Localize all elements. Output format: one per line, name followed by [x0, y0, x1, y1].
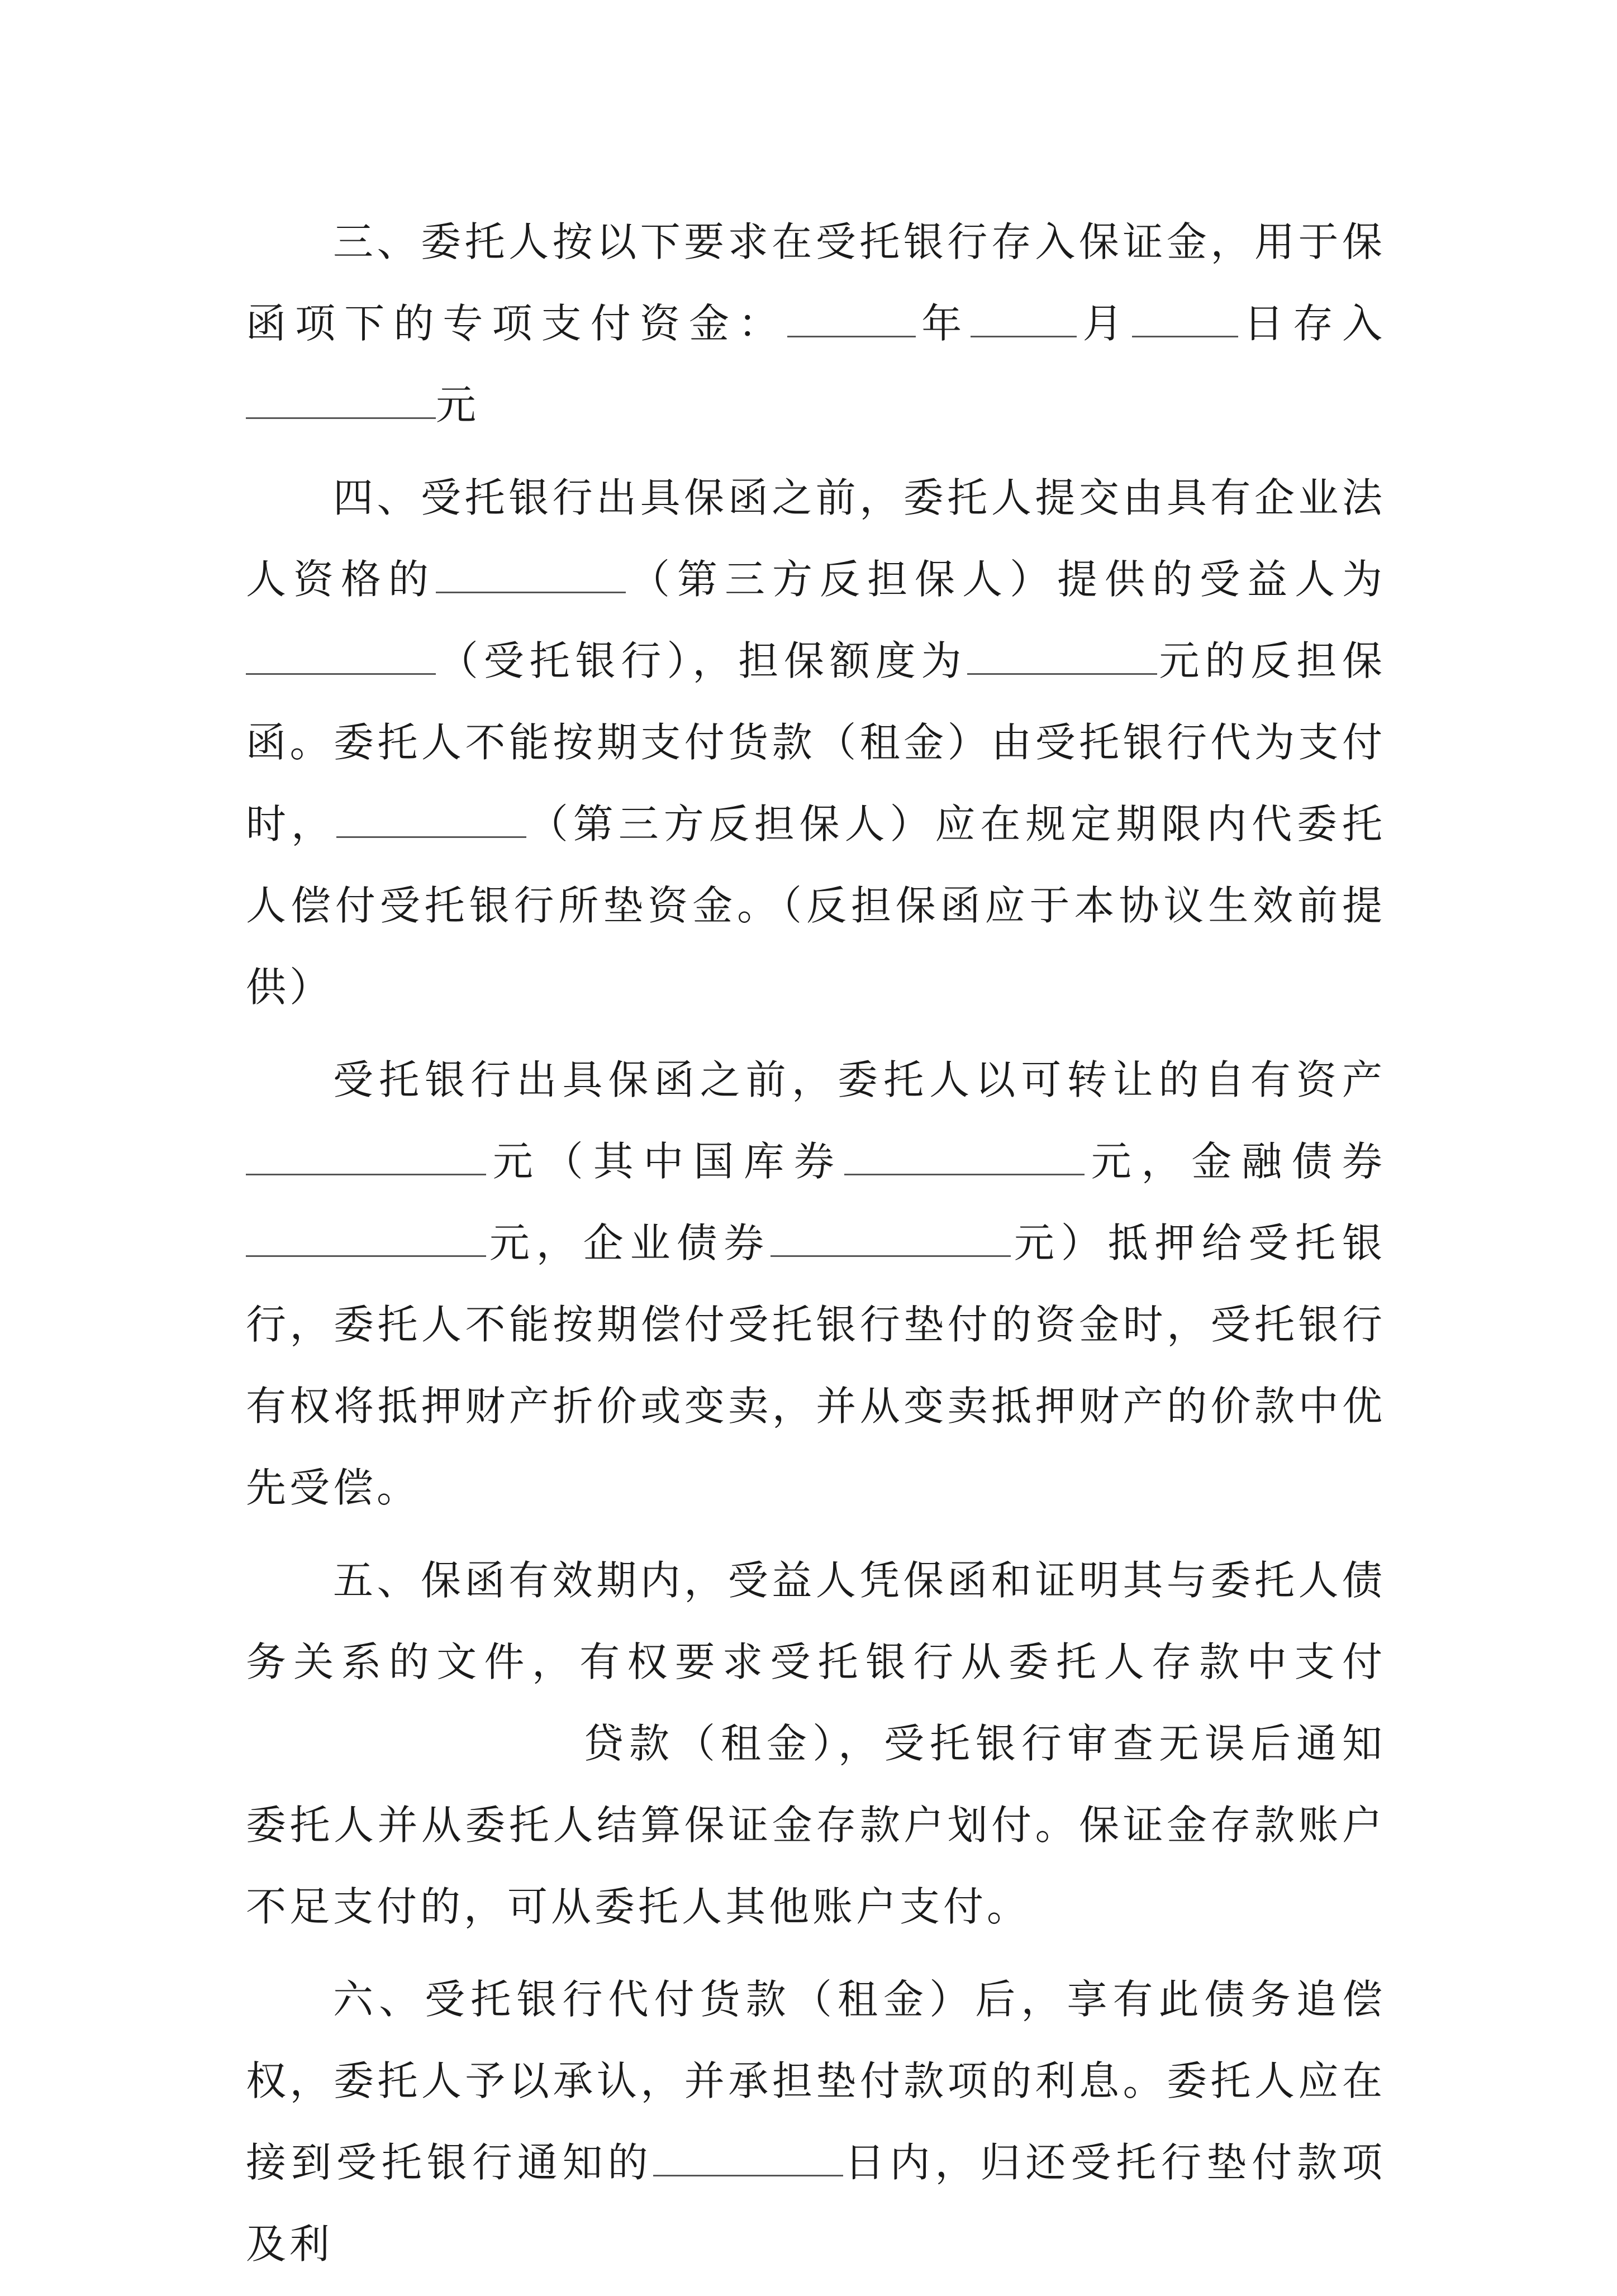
blank-days: [653, 2142, 843, 2176]
blank-month: [971, 303, 1077, 337]
blank-deposit-amount: [246, 385, 436, 419]
clause-4-text-d: 元的反担保函。委托人不能按期支付货款（租金）由受托银行代为支付时，: [246, 637, 1386, 847]
mortgage-text-a: 受托银行出具保函之前，委托人以可转让的自有资产: [333, 1056, 1386, 1103]
mortgage-text-b: 元（其中国库券: [486, 1138, 844, 1185]
clause-5-text-a: 五、保函有效期内，受益人凭保函和证明其与委托人债务关系的文件，有权要求受托银行从委托人存款中支付: [246, 1557, 1386, 1685]
blank-treasury-amount: [844, 1141, 1085, 1175]
blank-bank: [246, 641, 436, 675]
clause-4-text-e: （第三方反担保人）应在规定期限内代委托人偿付受托银行所垫资金。（反担保函应于本协议生效前提供）: [246, 801, 1386, 1011]
month-label: 月: [1077, 300, 1132, 347]
blank-asset-amount: [246, 1141, 486, 1175]
clause-4-text-a: 四、受托银行出具保函之前，委托人提交由具有企业法人资格的: [246, 474, 1386, 603]
mortgage-text-e: 元）抵押给受托银行，委托人不能按期偿付受托银行垫付的资金时，受托银行有权将抵押财产折价或变卖，并从变卖抵押财产的价款中优先受偿。: [246, 1220, 1386, 1511]
clause-4: [246, 457, 1386, 1028]
clause-5: [246, 1540, 1386, 1947]
clause-3: [246, 201, 1386, 446]
mortgage-text-d: 元，企业债券: [486, 1220, 771, 1266]
clause-6-text-a: 六、受托银行代付货款（租金）后，享有此债务追偿权，委托人予以承认，并承担垫付款项的利息。委托人应在接到受托银行通知的: [246, 1976, 1386, 2186]
document-body: [246, 201, 1386, 2296]
year-label: 年: [916, 300, 971, 347]
blank-guarantor-2: [336, 804, 526, 838]
yuan-label: 元: [436, 382, 480, 428]
mortgage-text-c: 元，金融债券: [1084, 1138, 1386, 1185]
clause-4-text-b: （第三方反担保人）提供的受益人为: [626, 556, 1386, 603]
day-label: 日存入: [1238, 300, 1386, 347]
clause-6-text-b: 日内，归还受托行垫付款项及利: [246, 2139, 1386, 2268]
clause-5-text-b: 贷款（租金），受托银行审查无误后通知委托人并从委托人结算保证金存款户划付。保证金存款账户不足支付的，可从委托人其他账户支付。: [246, 1720, 1386, 1930]
clause-4-mortgage: [246, 1039, 1386, 1528]
blank-guarantee-amount: [967, 641, 1157, 675]
clause-6: [246, 1959, 1386, 2285]
blank-year: [787, 303, 916, 337]
blank-guarantor: [436, 559, 626, 593]
clause-3-text: 三、委托人按以下要求在受托银行存入保证金，用于保函项下的专项支付资金：: [246, 218, 1386, 347]
blank-corporate-bond-amount: [771, 1223, 1011, 1257]
blank-financial-bond-amount: [246, 1223, 486, 1257]
blank-day: [1132, 303, 1238, 337]
clause-4-text-c: （受托银行），担保额度为: [436, 637, 967, 684]
